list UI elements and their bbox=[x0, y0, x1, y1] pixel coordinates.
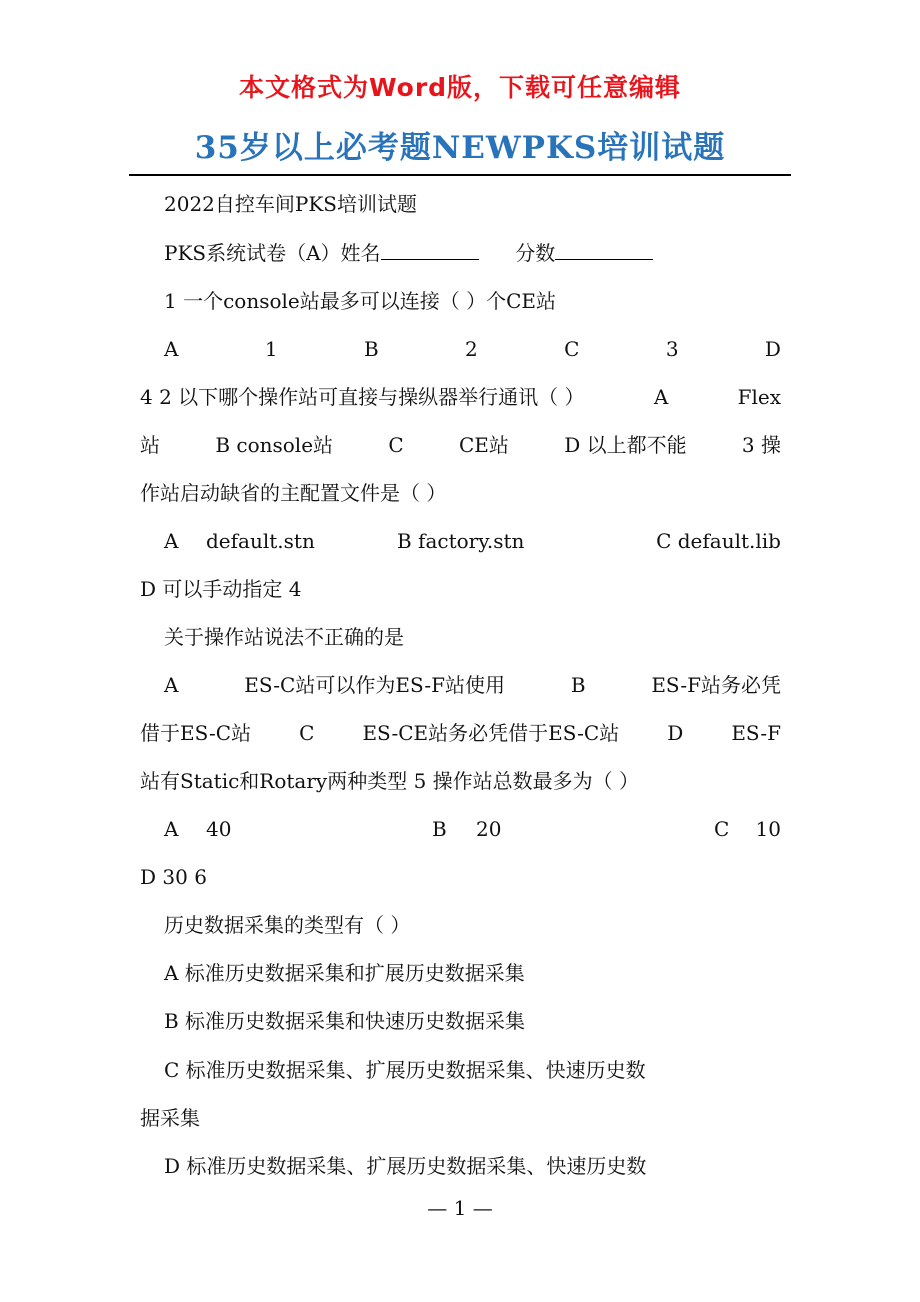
option-b: B console站 bbox=[215, 433, 334, 457]
question-3-option-d: D 可以手动指定 4 bbox=[140, 577, 302, 601]
option-d: D 以上都不能 bbox=[564, 433, 687, 457]
option-label: C bbox=[564, 337, 580, 361]
option-label: D bbox=[667, 721, 684, 745]
question-4: 关于操作站说法不正确的是 bbox=[164, 625, 404, 649]
question-5-options bbox=[164, 814, 781, 844]
option-value: 3 bbox=[665, 337, 679, 361]
option-label: A bbox=[164, 673, 179, 697]
name-blank bbox=[381, 239, 479, 260]
option-text: ES-CE站务必凭借于ES-C站 bbox=[362, 721, 620, 745]
option-text: ES-F bbox=[731, 721, 781, 745]
score-label: 分数 bbox=[515, 241, 556, 265]
option-label: C bbox=[714, 817, 730, 841]
option-text: ES-C站可以作为ES-F站使用 bbox=[244, 673, 506, 697]
option-value: default.stn bbox=[206, 529, 315, 553]
question-1: 1 一个console站最多可以连接（ ）个CE站 bbox=[164, 289, 557, 313]
download-banner: 本文格式为Word版，下载可任意编辑 bbox=[238, 73, 682, 102]
exam-name-line bbox=[164, 238, 781, 268]
text-fragment: 站 bbox=[140, 433, 160, 457]
option-text: ES-F站务必凭 bbox=[651, 673, 781, 697]
question-3-options bbox=[164, 526, 781, 556]
option-c: C default.lib bbox=[656, 529, 781, 553]
question-4-line-1 bbox=[164, 670, 781, 700]
question-3-start: 3 操 bbox=[741, 433, 781, 457]
doc-heading: 2022自控车间PKS培训试题 bbox=[164, 192, 417, 216]
score-blank bbox=[555, 239, 653, 260]
question-6-option-b: B 标准历史数据采集和快速历史数据采集 bbox=[164, 1009, 526, 1033]
option-value: 10 bbox=[755, 817, 781, 841]
question-1-options bbox=[164, 334, 781, 364]
question-6-option-d: D 标准历史数据采集、扩展历史数据采集、快速历史数 bbox=[164, 1154, 647, 1178]
option-value: Flex bbox=[737, 385, 781, 409]
option-label: C bbox=[299, 721, 315, 745]
question-5-option-d: D 30 6 bbox=[140, 865, 207, 889]
option-value: 1 bbox=[264, 337, 278, 361]
question-2-text: 4 2 以下哪个操作站可直接与操纵器举行通讯（ ） bbox=[140, 385, 585, 409]
question-6-option-c-cont: 据采集 bbox=[140, 1106, 200, 1130]
option-label: B bbox=[432, 817, 447, 841]
question-6: 历史数据采集的类型有（ ） bbox=[164, 913, 411, 937]
page-title: 35岁以上必考题NEWPKS培训试题 bbox=[194, 130, 726, 166]
option-value: 2 bbox=[465, 337, 478, 361]
option-label: B bbox=[570, 673, 586, 697]
question-2-line-2 bbox=[140, 430, 781, 460]
option-b: B factory.stn bbox=[397, 529, 525, 553]
question-6-option-a: A 标准历史数据采集和扩展历史数据采集 bbox=[164, 961, 525, 985]
question-2-line-1 bbox=[140, 382, 781, 412]
question-4-line-3: 站有Static和Rotary两种类型 5 操作站总数最多为（ ） bbox=[140, 769, 640, 793]
option-label: A bbox=[164, 529, 179, 553]
header-divider bbox=[129, 174, 791, 176]
option-label: D bbox=[764, 337, 781, 361]
page-number: — 1 — bbox=[427, 1196, 493, 1220]
option-label: A bbox=[164, 337, 179, 361]
option-value: 40 bbox=[206, 817, 232, 841]
question-3-text: 作站启动缺省的主配置文件是（ ） bbox=[140, 481, 447, 505]
question-4-line-2 bbox=[140, 718, 781, 748]
option-value: CE站 bbox=[458, 433, 509, 457]
option-label: B bbox=[363, 337, 379, 361]
exam-name-label: PKS系统试卷（A）姓名 bbox=[164, 241, 381, 265]
option-label: A bbox=[164, 817, 179, 841]
option-label: C bbox=[388, 433, 404, 457]
option-value: 20 bbox=[476, 817, 502, 841]
question-6-option-c: C 标准历史数据采集、扩展历史数据采集、快速历史数 bbox=[164, 1058, 646, 1082]
option-text: 借于ES-C站 bbox=[140, 721, 252, 745]
option-label: A bbox=[653, 385, 669, 409]
